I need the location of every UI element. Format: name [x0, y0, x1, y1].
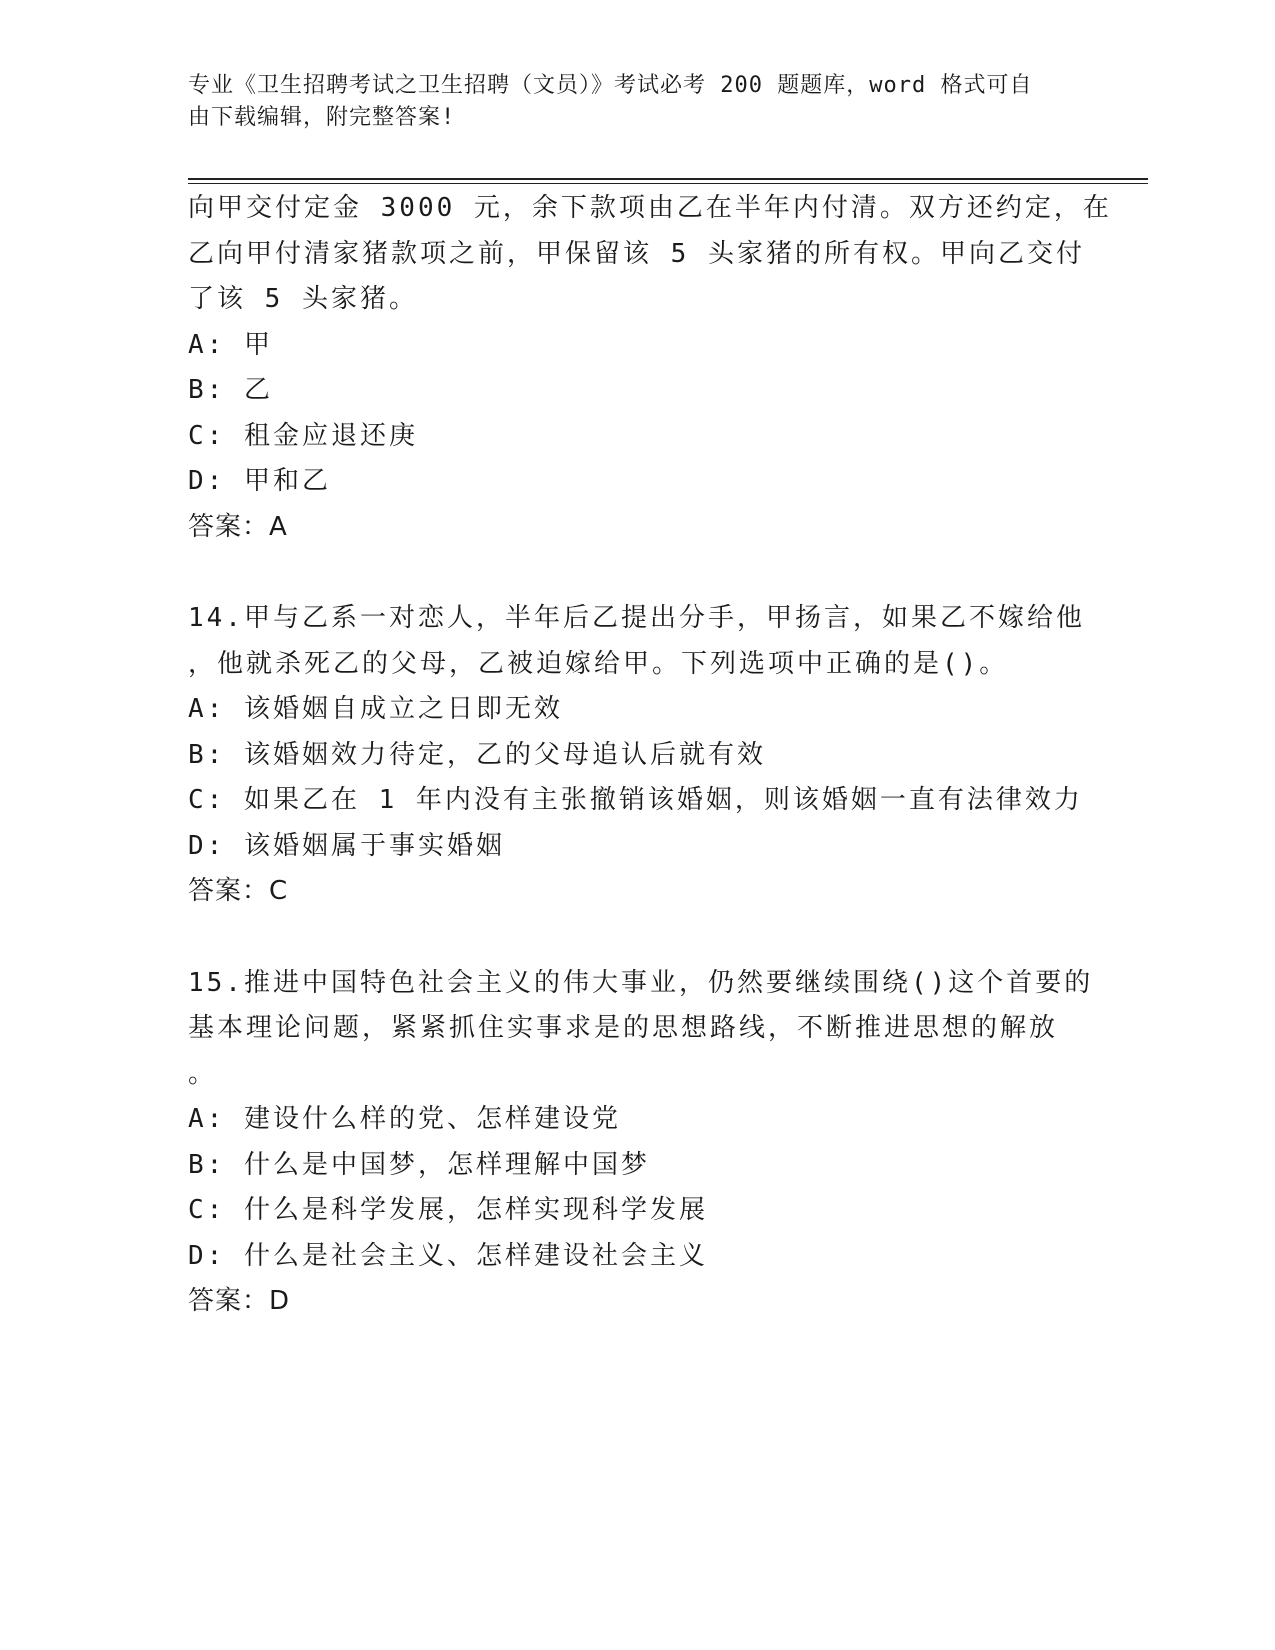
option-d: D: 该婚姻属于事实婚姻: [188, 830, 505, 861]
answer-line: 答案：C: [188, 876, 289, 906]
question-stem-line: 向甲交付定金 3000 元，余下款项由乙在半年内付清。双方还约定，在: [188, 193, 1112, 223]
answer-line: 答案：A: [188, 511, 288, 542]
option-d: D: 甲和乙: [188, 466, 331, 496]
question-stem-line: ，他就杀死乙的父母，乙被迫嫁给甲。下列选项中正确的是()。: [188, 648, 1009, 679]
document-header: [188, 70, 1088, 134]
header-divider-thick: [188, 178, 1148, 180]
question-stem-line: 15.推进中国特色社会主义的伟大事业，仍然要继续围绕()这个首要的: [188, 967, 1094, 998]
option-c: C: 什么是科学发展，怎样实现科学发展: [188, 1195, 708, 1225]
question-stem-line: 了该 5 头家猪。: [188, 284, 418, 314]
option-b: B: 乙: [188, 375, 273, 405]
question-stem-line: 。: [188, 1058, 218, 1089]
answer-line: 答案：D: [188, 1286, 291, 1316]
option-b: B: 该婚姻效力待定，乙的父母追认后就有效: [188, 739, 766, 770]
question-gap: [188, 550, 1088, 596]
question-15: [188, 961, 1094, 1325]
document-body: [188, 186, 1112, 1325]
header-line-2: 由下载编辑，附完整答案!: [188, 105, 456, 130]
option-c: C: 租金应退还庚: [188, 420, 418, 451]
option-d: D: 什么是社会主义、怎样建设社会主义: [188, 1240, 708, 1271]
option-a: A: 建设什么样的党、怎样建设党: [188, 1104, 621, 1134]
header-divider-thin: [188, 183, 1148, 184]
question-stem-line: 乙向甲付清家猪款项之前，甲保留该 5 头家猪的所有权。甲向乙交付: [188, 238, 1085, 269]
option-b: B: 什么是中国梦，怎样理解中国梦: [188, 1149, 650, 1180]
question-stem-line: 14.甲与乙系一对恋人，半年后乙提出分手，甲扬言，如果乙不嫁给他: [188, 603, 1085, 633]
question-gap: [188, 915, 1088, 961]
question-stem-line: 基本理论问题，紧紧抓住实事求是的思想路线，不断推进思想的解放: [188, 1013, 1059, 1043]
option-a: A: 该婚姻自成立之日即无效: [188, 694, 563, 724]
question-14: [188, 596, 1088, 915]
option-c: C: 如果乙在 1 年内没有主张撤销该婚姻，则该婚姻一直有法律效力: [188, 785, 1083, 815]
option-a: A: 甲: [188, 329, 273, 360]
question-13: [188, 186, 1112, 550]
header-line-1: 专业《卫生招聘考试之卫生招聘（文员）》考试必考 200 题题库，word 格式可自: [188, 73, 1033, 98]
